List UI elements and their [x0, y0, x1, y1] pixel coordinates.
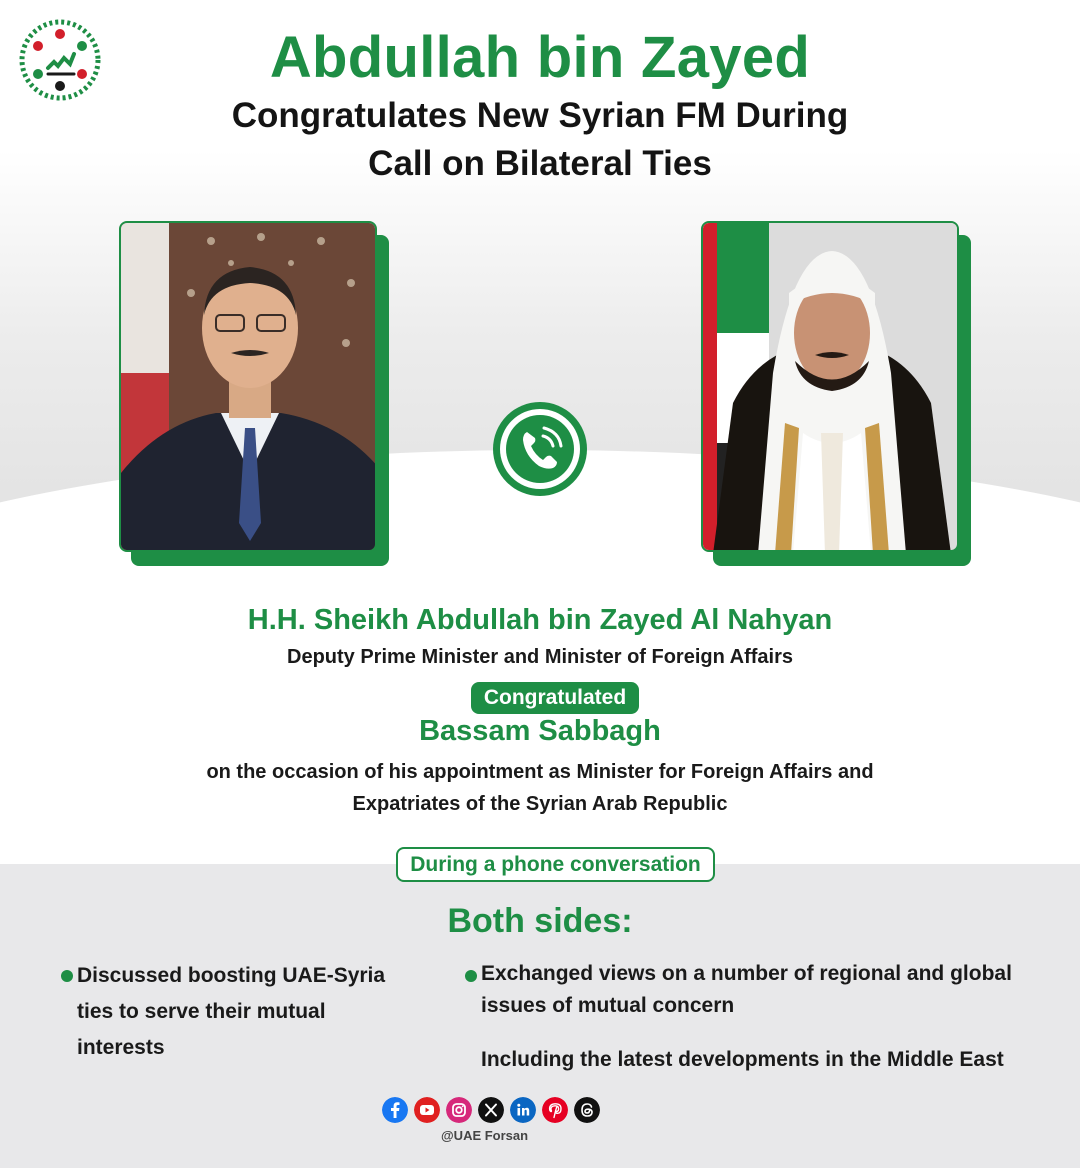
role-text: Deputy Prime Minister and Minister of Foreign Affairs — [287, 646, 793, 668]
phone-conversation-pill: During a phone conversation — [396, 847, 715, 882]
social-handle: @UAE Forsan — [441, 1128, 529, 1143]
photo-abdullah-bin-zayed — [701, 221, 971, 566]
bullet-middle-east: Including the latest developments in the Middle East — [481, 1048, 1004, 1071]
linkedin-icon[interactable] — [510, 1097, 536, 1123]
bullet-dot — [61, 970, 73, 982]
portrait-syrian-fm — [121, 223, 377, 552]
name-abdullah-bin-zayed: H.H. Sheikh Abdullah bin Zayed Al Nahyan — [247, 604, 833, 636]
both-sides-heading: Both sides: — [447, 902, 633, 940]
congratulated-badge: Congratulated — [471, 682, 639, 714]
facebook-icon[interactable] — [382, 1097, 408, 1123]
bullet-exchanged-views: Exchanged views on a number of regional and global issues of mutual concern — [481, 962, 1012, 1017]
name-bassam-sabbagh: Bassam Sabbagh — [419, 715, 661, 747]
pinterest-icon[interactable] — [542, 1097, 568, 1123]
youtube-icon[interactable] — [414, 1097, 440, 1123]
portrait-abdullah-bin-zayed — [703, 223, 959, 552]
instagram-icon[interactable] — [446, 1097, 472, 1123]
occasion-text: on the occasion of his appointment as Minister for Foreign Affairs and Expatriates of the Syrian Arab Republic — [206, 761, 874, 815]
x-icon[interactable] — [478, 1097, 504, 1123]
social-icons — [382, 1097, 600, 1123]
bullet-dot — [465, 970, 477, 982]
threads-icon[interactable] — [574, 1097, 600, 1123]
page-subtitle: Congratulates New Syrian FM During Call on Bilateral Ties — [231, 96, 849, 183]
page-title: Abdullah bin Zayed — [269, 25, 811, 90]
photo-syrian-fm — [119, 221, 389, 566]
phone-call-icon — [491, 400, 589, 498]
bullet-discussed-ties: Discussed boosting UAE-Syria ties to serve their mutual interests — [77, 964, 386, 1059]
